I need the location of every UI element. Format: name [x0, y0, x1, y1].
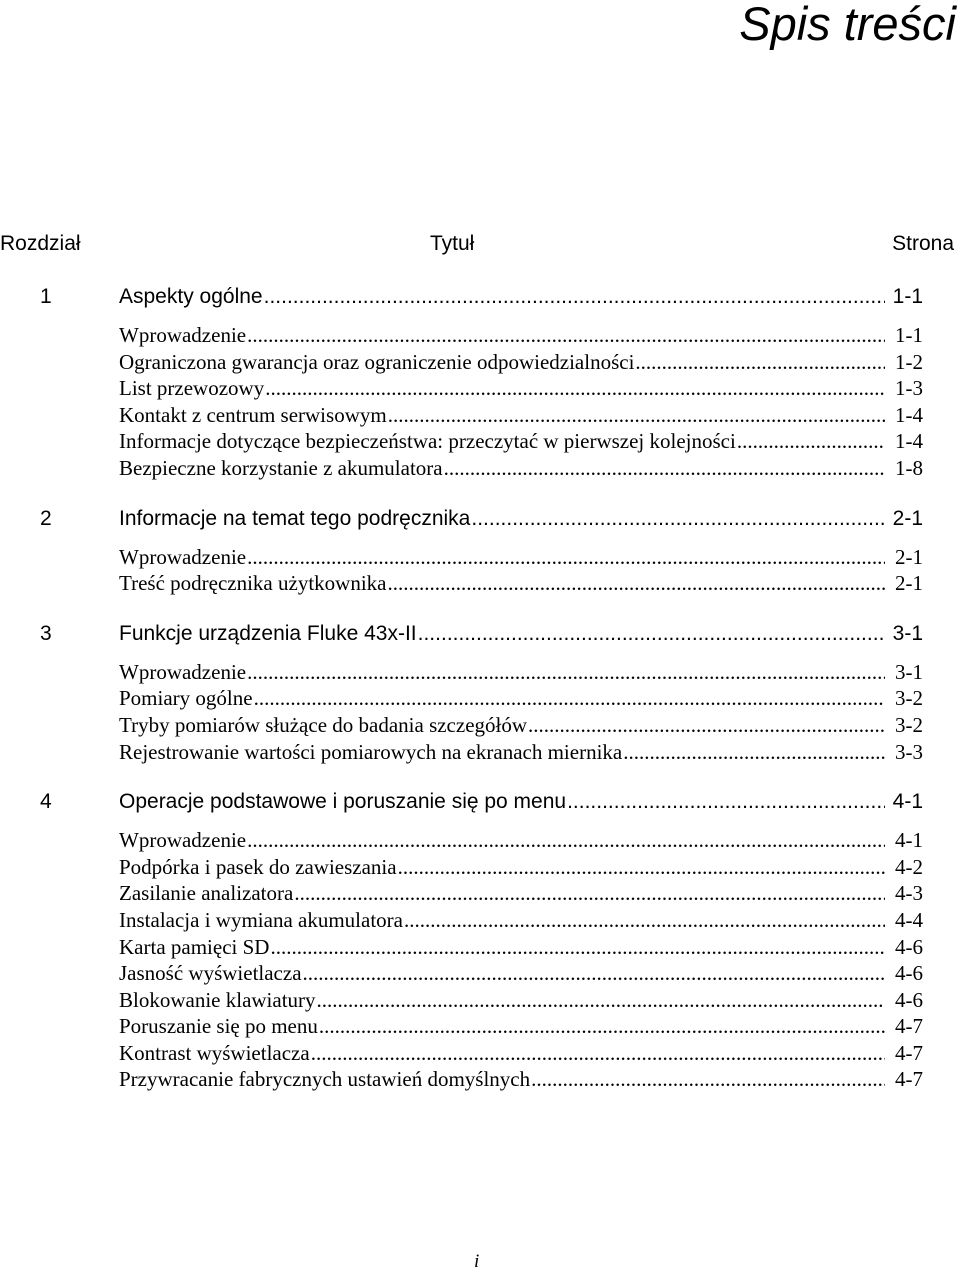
dot-leader: [311, 1040, 885, 1067]
dot-leader: [404, 907, 885, 934]
toc-section-entry[interactable]: [0, 455, 960, 482]
section-list: [0, 544, 960, 597]
section-line: [119, 322, 923, 349]
section-page-number: 4-4: [895, 907, 923, 932]
dot-leader: [270, 934, 885, 961]
section-page-number: 1-4: [895, 429, 923, 454]
section-line: [119, 402, 923, 429]
dot-leader: [254, 685, 885, 712]
section-page-number: 4-7: [895, 1014, 923, 1039]
section-page-number: 1-1: [895, 323, 923, 347]
section-line: [119, 428, 923, 455]
section-line: [119, 1040, 923, 1067]
chapter-page-number: 4-1: [892, 790, 923, 814]
toc-section-entry[interactable]: [0, 402, 960, 429]
section-line: [119, 1066, 923, 1093]
section-line: [119, 987, 923, 1014]
section-title: Treść podręcznika użytkownika: [119, 571, 387, 596]
chapter-line: [119, 282, 923, 312]
section-title: Wprowadzenie: [119, 659, 247, 684]
section-line: [119, 739, 923, 766]
dot-leader: [623, 739, 885, 766]
section-line: [119, 375, 923, 402]
toc-section-entry[interactable]: [0, 659, 960, 686]
section-title: Wprowadzenie: [119, 323, 247, 347]
toc-section-entry[interactable]: [0, 987, 960, 1014]
chapter-page-number: 3-1: [892, 621, 923, 645]
section-title: Zasilanie analizatora: [119, 881, 294, 906]
section-page-number: 1-8: [895, 455, 923, 480]
chapter-number: 1: [40, 285, 52, 308]
chapter-title: Aspekty ogólne: [119, 285, 263, 308]
dot-leader: [528, 712, 885, 739]
section-title: Kontrast wyświetlacza: [119, 1040, 310, 1065]
dot-leader: [317, 987, 885, 1014]
dot-leader: [388, 402, 885, 429]
section-title: Blokowanie klawiatury: [119, 987, 316, 1012]
section-page-number: 3-1: [895, 659, 923, 684]
toc-chapter-entry[interactable]: [0, 619, 960, 649]
section-page-number: 4-1: [895, 828, 923, 853]
chapter-spacer: [0, 482, 960, 504]
toc-section-entry[interactable]: [0, 570, 960, 597]
chapter-line: [119, 619, 923, 649]
section-page-number: 4-6: [895, 987, 923, 1012]
chapter-title: Informacje na temat tego podręcznika: [119, 506, 471, 530]
dot-leader: [567, 787, 885, 817]
chapter-spacer: [0, 597, 960, 619]
toc-section-entry[interactable]: [0, 880, 960, 907]
dot-leader: [444, 455, 885, 482]
section-title: Poruszanie się po menu: [119, 1014, 318, 1039]
section-title: List przewozowy: [119, 376, 265, 401]
page-number-footer: i: [474, 1251, 480, 1272]
section-page-number: 1-4: [895, 402, 923, 427]
dot-leader: [247, 827, 885, 854]
section-page-number: 4-2: [895, 854, 923, 879]
section-list: [0, 322, 960, 482]
section-line: [119, 712, 923, 739]
chapter-title: Operacje podstawowe i poruszanie się po menu: [119, 790, 567, 814]
toc-section-entry[interactable]: [0, 827, 960, 854]
toc-section-entry[interactable]: [0, 712, 960, 739]
dot-leader: [264, 282, 885, 312]
column-header-title: Tytuł: [430, 232, 475, 255]
toc-section-entry[interactable]: [0, 1066, 960, 1093]
section-line: [119, 907, 923, 934]
section-page-number: 2-1: [895, 544, 923, 569]
section-line: [119, 544, 923, 571]
section-title: Instalacja i wymiana akumulatora: [119, 907, 403, 932]
section-title: Wprowadzenie: [119, 544, 247, 569]
section-page-number: 1-3: [895, 376, 923, 401]
section-line: [119, 827, 923, 854]
section-line: [119, 880, 923, 907]
dot-leader: [418, 619, 885, 649]
page-title: Spis treści: [739, 0, 956, 50]
section-page-number: 3-2: [895, 712, 923, 737]
dot-leader: [398, 854, 885, 881]
column-header-chapter: Rozdział: [0, 232, 81, 255]
section-line: [119, 570, 923, 597]
section-title: Bezpieczne korzystanie z akumulatora: [119, 455, 443, 480]
chapter-page-number: 1-1: [892, 285, 923, 308]
section-line: [119, 455, 923, 482]
dot-leader: [387, 570, 885, 597]
section-list: [0, 827, 960, 1093]
toc-section-entry[interactable]: [0, 854, 960, 881]
dot-leader: [247, 544, 885, 571]
toc-section-entry[interactable]: [0, 322, 960, 349]
section-page-number: 2-1: [895, 571, 923, 596]
chapter-line: [119, 504, 923, 534]
section-page-number: 4-7: [895, 1067, 923, 1092]
section-title: Ograniczona gwarancja oraz ograniczenie odpowiedzialności: [119, 349, 635, 374]
section-line: [119, 659, 923, 686]
dot-leader: [635, 349, 885, 376]
section-page-number: 3-2: [895, 686, 923, 711]
section-title: Karta pamięci SD: [119, 934, 270, 959]
section-page-number: 4-7: [895, 1040, 923, 1065]
toc-section-entry[interactable]: [0, 739, 960, 766]
chapter-line: [119, 787, 923, 817]
toc-section-entry[interactable]: [0, 375, 960, 402]
section-line: [119, 854, 923, 881]
table-of-contents: [0, 282, 960, 1093]
dot-leader: [471, 504, 885, 534]
section-page-number: 4-3: [895, 881, 923, 906]
toc-section-entry[interactable]: [0, 934, 960, 961]
toc-section-entry[interactable]: [0, 1013, 960, 1040]
toc-section-entry[interactable]: [0, 960, 960, 987]
section-line: [119, 349, 923, 376]
dot-leader: [737, 428, 885, 455]
section-page-number: 1-2: [895, 349, 923, 374]
section-title: Tryby pomiarów służące do badania szczegółów: [119, 712, 528, 737]
section-line: [119, 685, 923, 712]
section-title: Informacje dotyczące bezpieczeństwa: przeczytać w pierwszej kolejności: [119, 429, 736, 454]
dot-leader: [319, 1013, 885, 1040]
toc-section-entry[interactable]: [0, 1040, 960, 1067]
dot-leader: [303, 960, 885, 987]
section-line: [119, 960, 923, 987]
section-title: Podpórka i pasek do zawieszania: [119, 854, 397, 879]
toc-section-entry[interactable]: [0, 349, 960, 376]
dot-leader: [247, 659, 885, 686]
section-title: Wprowadzenie: [119, 828, 247, 853]
toc-section-entry[interactable]: [0, 544, 960, 571]
section-page-number: 4-6: [895, 934, 923, 959]
section-page-number: 3-3: [895, 739, 923, 764]
section-list: [0, 659, 960, 765]
chapter-spacer: [0, 765, 960, 787]
chapter-title: Funkcje urządzenia Fluke 43x-II: [119, 621, 417, 645]
dot-leader: [531, 1066, 885, 1093]
toc-section-entry[interactable]: [0, 907, 960, 934]
section-title: Przywracanie fabrycznych ustawień domyślnych: [119, 1067, 531, 1092]
dot-leader: [247, 322, 885, 349]
section-line: [119, 934, 923, 961]
dot-leader: [265, 375, 885, 402]
chapter-number: 2: [40, 506, 52, 530]
section-title: Rejestrowanie wartości pomiarowych na ekranach miernika: [119, 739, 623, 764]
section-title: Kontakt z centrum serwisowym: [119, 402, 387, 427]
dot-leader: [294, 880, 885, 907]
chapter-number: 4: [40, 790, 52, 814]
toc-section-entry[interactable]: [0, 685, 960, 712]
chapter-page-number: 2-1: [892, 506, 923, 530]
toc-chapter-entry[interactable]: [0, 282, 960, 312]
section-line: [119, 1013, 923, 1040]
section-title: Jasność wyświetlacza: [119, 961, 302, 986]
toc-chapter-entry[interactable]: [0, 504, 960, 534]
section-page-number: 4-6: [895, 961, 923, 986]
chapter-number: 3: [40, 621, 52, 645]
column-header-page: Strona: [892, 232, 954, 255]
toc-chapter-entry[interactable]: [0, 787, 960, 817]
section-title: Pomiary ogólne: [119, 686, 253, 711]
toc-section-entry[interactable]: [0, 428, 960, 455]
